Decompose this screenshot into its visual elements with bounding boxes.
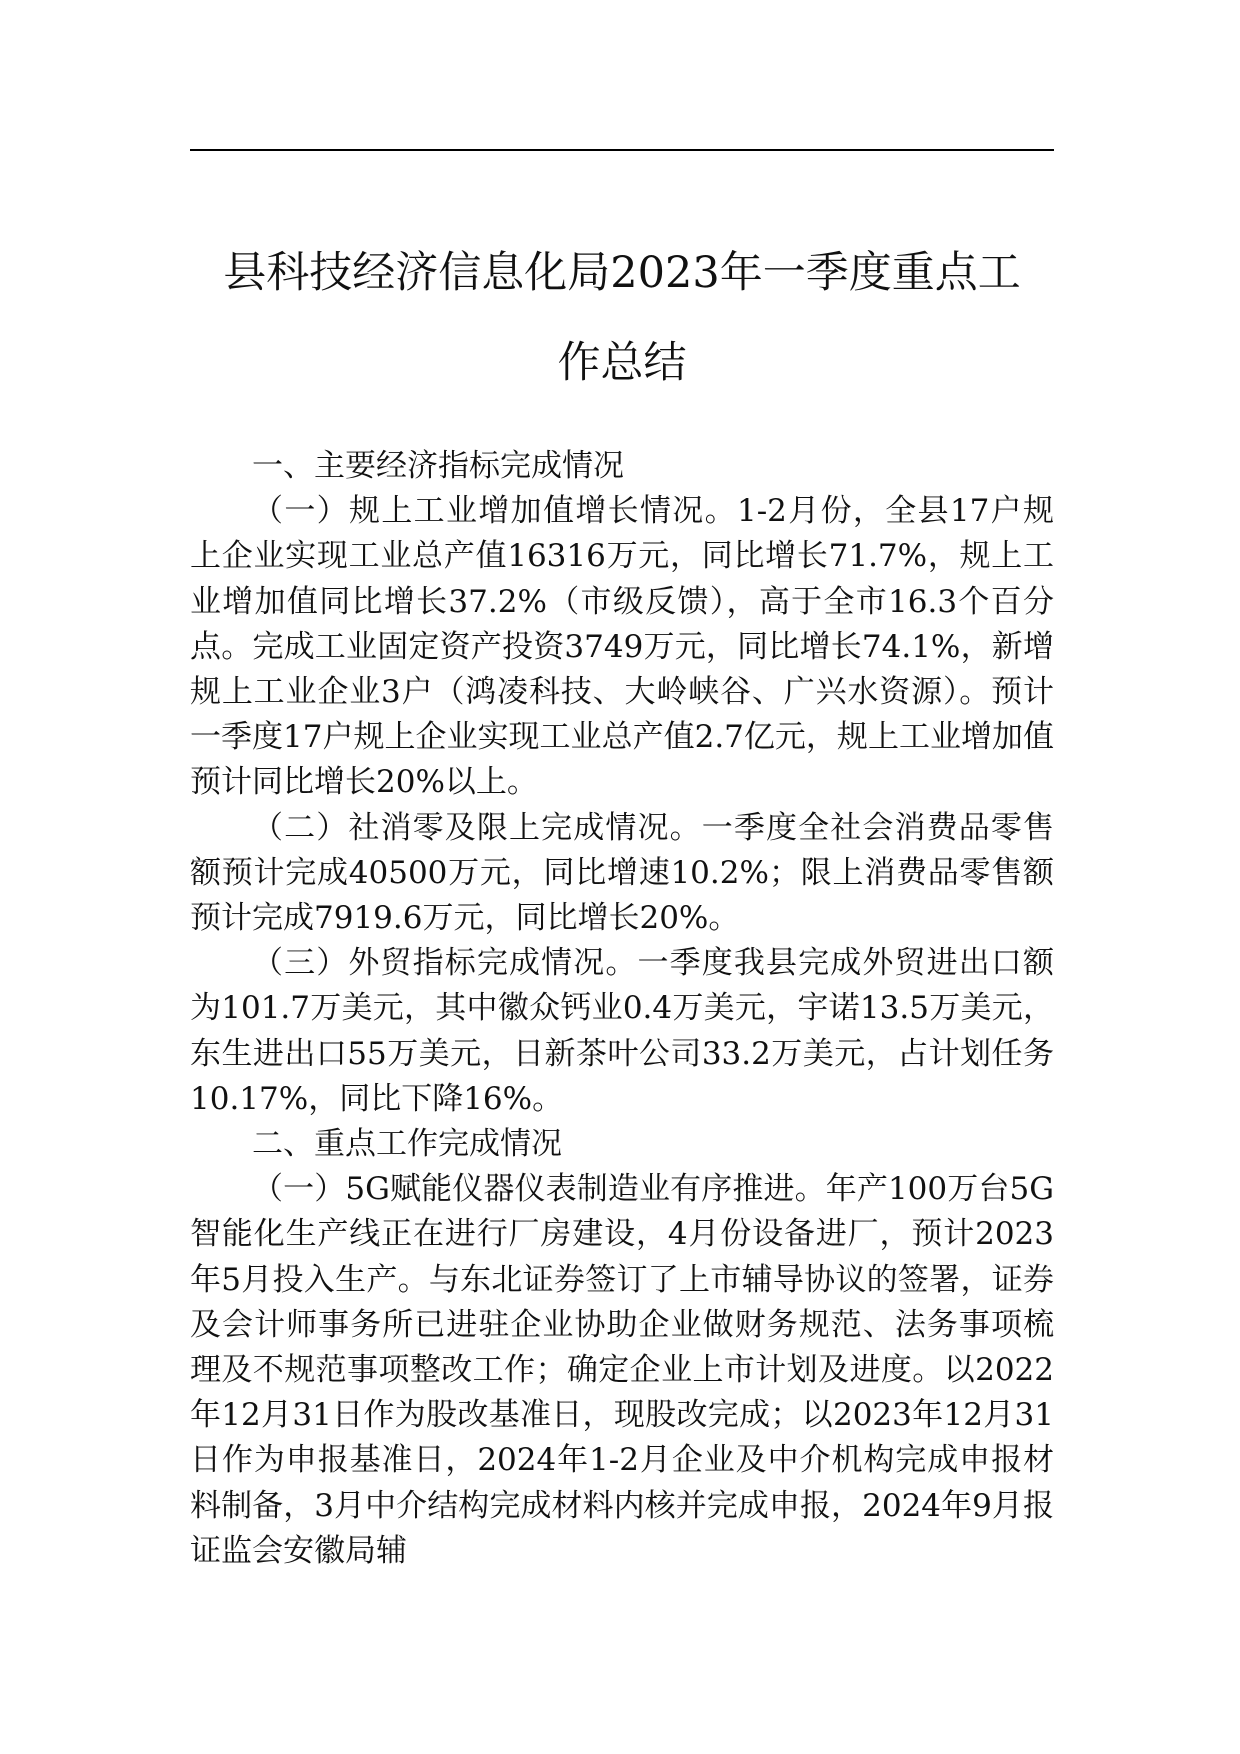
- document-body: [190, 444, 1054, 1574]
- title-line-2: 作总结: [557, 338, 687, 388]
- header-rule: [190, 149, 1054, 151]
- paragraph-1-1: （一）规上工业增加值增长情况。1-2月份，全县17户规上企业实现工业总产值16316万元，同比增长71.7%，规上工业增加值同比增长37.2%（市级反馈），高于全市16.3个百分点。完成工业固定资产投资3749万元，同比增长74.1%，新增规上工业企业3户（鸿凌科技、大岭峡谷、广兴水资源）。预计一季度17户规上企业实现工业总产值2.7亿元，规上工业增加值预计同比增长20%以上。: [190, 493, 1054, 801]
- document-title: [180, 228, 1064, 408]
- paragraph-2-1: （一）5G赋能仪器仪表制造业有序推进。年产100万台5G智能化生产线正在进行厂房建设，4月份设备进厂，预计2023年5月投入生产。与东北证券签订了上市辅导协议的签署，证券及会计师事务所已进驻企业协助企业做财务规范、法务事项梳理及不规范事项整改工作；确定企业上市计划及进度。以2022年12月31日作为股改基准日，现股改完成；以2023年12月31日作为申报基准日，2024年1-2月企业及中介机构完成申报材料制备，3月中介结构完成材料内核并完成申报，2024年9月报证监会安徽局辅: [190, 1171, 1054, 1569]
- title-line-1: 县科技经济信息化局2023年一季度重点工: [223, 248, 1021, 298]
- paragraph-1-3: （三）外贸指标完成情况。一季度我县完成外贸进出口额为101.7万美元，其中徽众钙业0.4万美元，宇诺13.5万美元，东生进出口55万美元，日新茶叶公司33.2万美元，占计划任务10.17%，同比下降16%。: [190, 945, 1054, 1117]
- section-heading-1: 一、主要经济指标完成情况: [252, 448, 624, 484]
- paragraph-1-2: （二）社消零及限上完成情况。一季度全社会消费品零售额预计完成40500万元，同比增速10.2%；限上消费品零售额预计完成7919.6万元，同比增长20%。: [190, 809, 1054, 937]
- section-heading-2: 二、重点工作完成情况: [252, 1126, 562, 1163]
